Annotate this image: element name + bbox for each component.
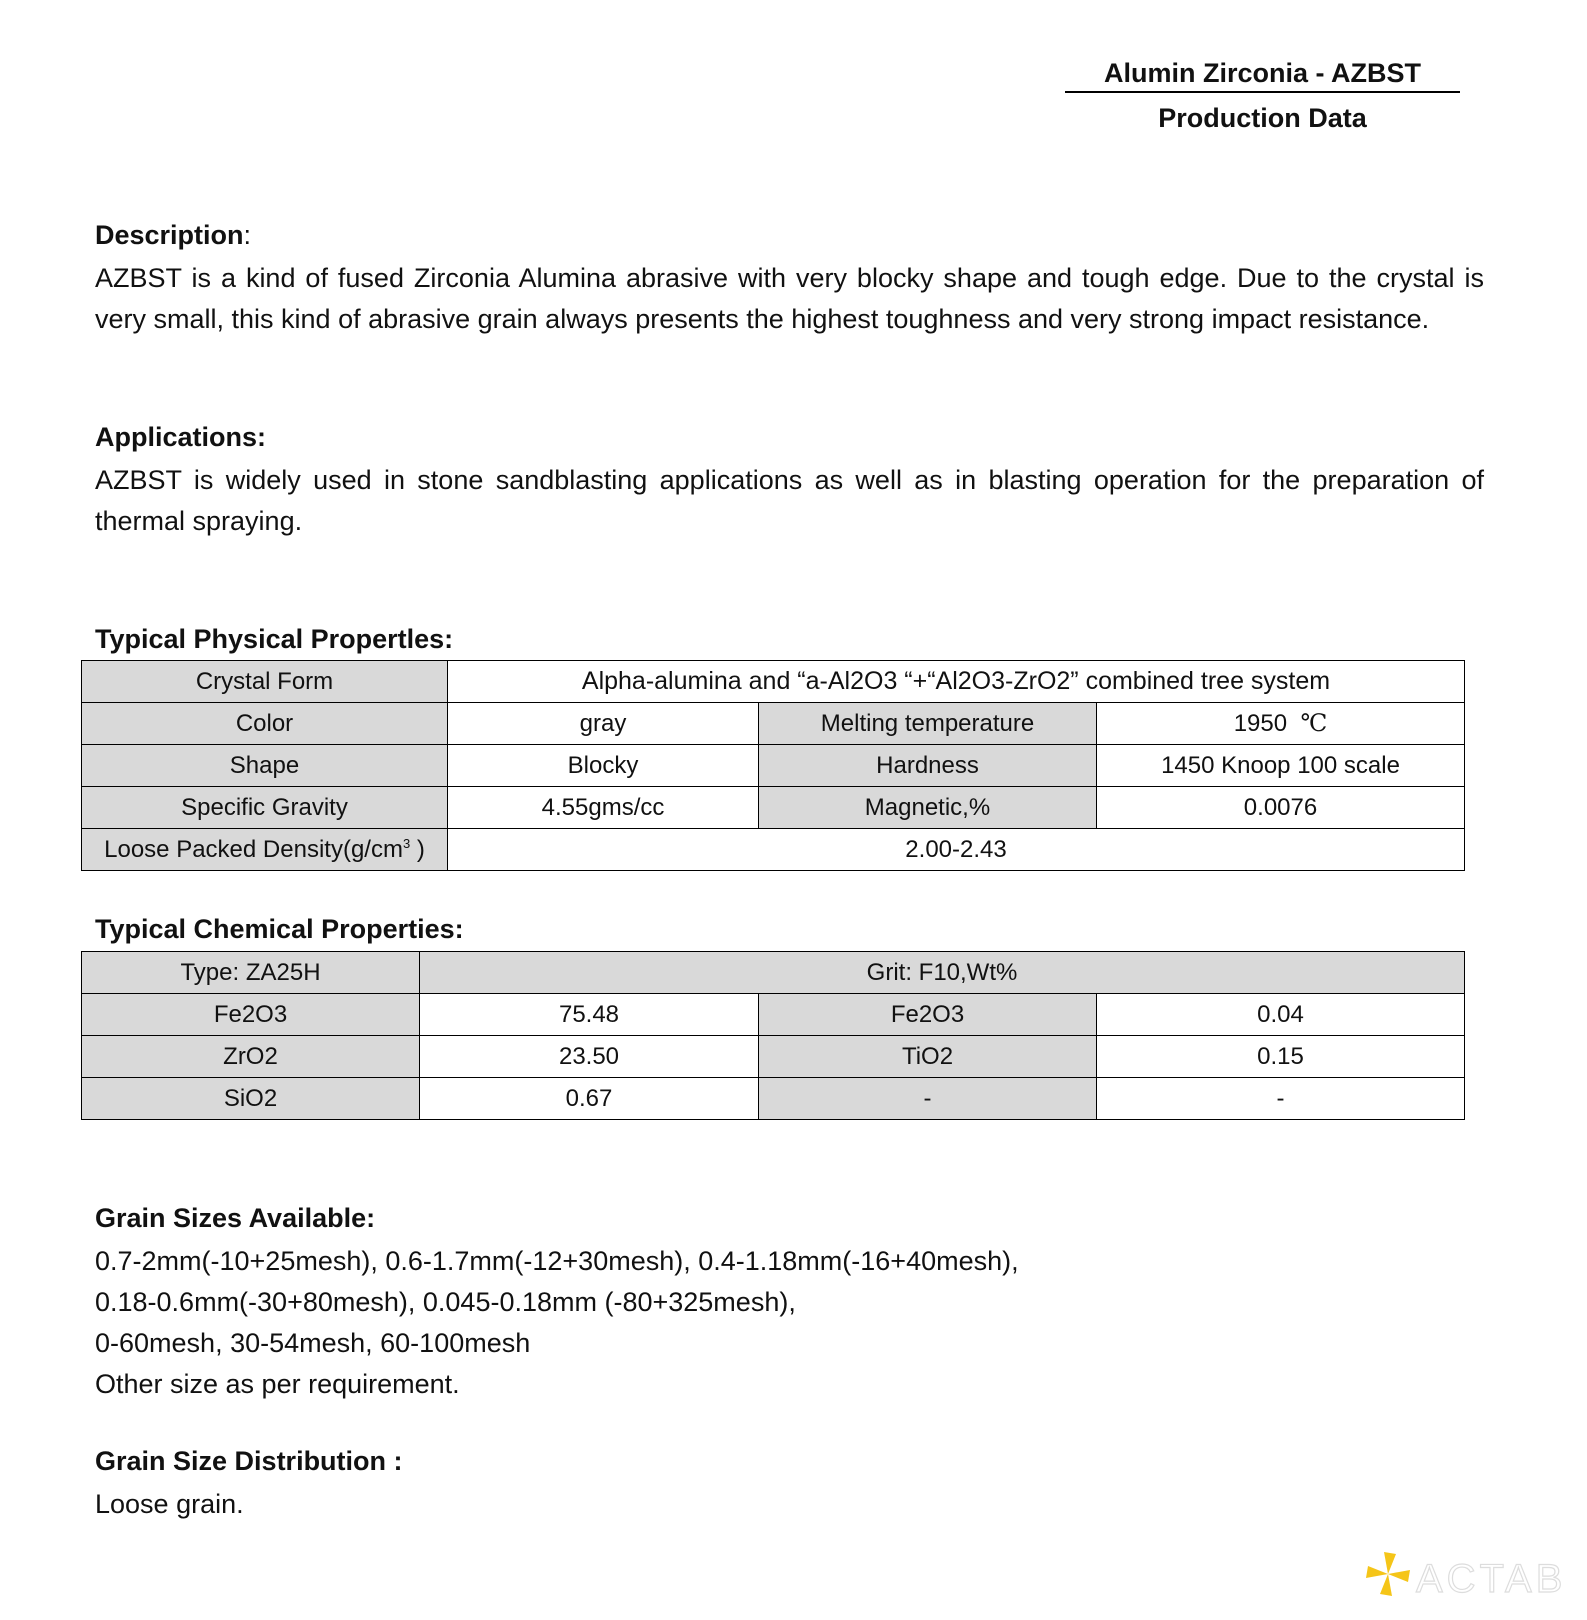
chem-value-2: - — [1097, 1078, 1465, 1120]
specific-gravity-label: Specific Gravity — [82, 787, 448, 829]
grit-label: Grit: F10,Wt% — [420, 952, 1465, 994]
hardness-label: Hardness — [759, 745, 1097, 787]
melting-temperature-value: 1950 — [1233, 710, 1288, 737]
density-label-text: Loose Packed Density(g/cm — [104, 835, 403, 863]
table-row — [82, 745, 1465, 787]
physical-properties-heading: Typical Physical Propertles: — [95, 624, 454, 654]
document-subtitle: Production Data — [1158, 103, 1367, 133]
grain-size-line: Other size as per requirement. — [95, 1369, 460, 1399]
document-header — [1065, 58, 1460, 134]
shape-value: Blocky — [448, 745, 759, 787]
document-title: Alumin Zirconia - AZBST — [1065, 58, 1460, 93]
melting-temperature-label: Melting temperature — [759, 703, 1097, 745]
table-row — [82, 952, 1465, 994]
chem-value-1: 0.67 — [420, 1078, 759, 1120]
crystal-form-label: Crystal Form — [82, 661, 448, 703]
chemical-properties-heading: Typical Chemical Properties: — [95, 914, 464, 944]
distribution-heading: Grain Size Distribution : — [95, 1446, 403, 1476]
grain-size-line: 0.7-2mm(-10+25mesh), 0.6-1.7mm(-12+30mesh), 0.4-1.18mm(-16+40mesh), — [95, 1246, 1019, 1276]
description-heading-colon: : — [243, 220, 252, 250]
grain-size-line: 0.18-0.6mm(-30+80mesh), 0.045-0.18mm (-80+325mesh), — [95, 1287, 796, 1317]
table-row — [82, 1036, 1465, 1078]
table-row — [82, 703, 1465, 745]
color-label: Color — [82, 703, 448, 745]
melting-temperature-cell — [1097, 703, 1465, 745]
description-text: AZBST is a kind of fused Zirconia Alumina abrasive with very blocky shape and tough edge. Due to the crystal is very small, this kind of abrasive grain always presents the highest toughness and very strong impact resistance. — [95, 263, 1484, 334]
physical-properties-table — [81, 660, 1465, 871]
table-row — [82, 994, 1465, 1036]
logo-pinwheel-icon — [1364, 1546, 1584, 1615]
logo-text: ACTAB — [1416, 1557, 1567, 1601]
grain-size-line: 0-60mesh, 30-54mesh, 60-100mesh — [95, 1328, 531, 1358]
shape-label: Shape — [82, 745, 448, 787]
type-label: Type: ZA25H — [82, 952, 420, 994]
crystal-form-value: Alpha-alumina and “a-Al2O3 “+“Al2O3-ZrO2” combined tree system — [448, 661, 1465, 703]
chem-compound-2: - — [759, 1078, 1097, 1120]
table-row — [82, 829, 1465, 871]
color-value: gray — [448, 703, 759, 745]
chem-compound-2: Fe2O3 — [759, 994, 1097, 1036]
density-label-close: ) — [410, 835, 425, 863]
celsius-unit: ℃ — [1300, 709, 1328, 737]
applications-heading: Applications: — [95, 422, 267, 452]
description-heading-text: Description — [95, 220, 244, 250]
description-heading — [95, 220, 251, 251]
grain-sizes-list — [95, 1241, 1484, 1405]
applications-text: AZBST is widely used in stone sandblasting applications as well as in blasting operation for the preparation of thermal spraying. — [95, 465, 1484, 536]
magnetic-label: Magnetic,% — [759, 787, 1097, 829]
specific-gravity-value: 4.55gms/cc — [448, 787, 759, 829]
chem-value-1: 75.48 — [420, 994, 759, 1036]
chem-compound-1: SiO2 — [82, 1078, 420, 1120]
chem-compound-1: Fe2O3 — [82, 994, 420, 1036]
table-row — [82, 1078, 1465, 1120]
chemical-properties-table — [81, 951, 1465, 1120]
company-logo — [1364, 1546, 1584, 1615]
density-value: 2.00-2.43 — [448, 829, 1465, 871]
density-label — [82, 829, 448, 871]
magnetic-value: 0.0076 — [1097, 787, 1465, 829]
distribution-text: Loose grain. — [95, 1489, 244, 1519]
hardness-value: 1450 Knoop 100 scale — [1097, 745, 1465, 787]
density-superscript: 3 — [402, 835, 411, 851]
table-row — [82, 661, 1465, 703]
chem-value-2: 0.15 — [1097, 1036, 1465, 1078]
chem-compound-1: ZrO2 — [82, 1036, 420, 1078]
chem-compound-2: TiO2 — [759, 1036, 1097, 1078]
chem-value-2: 0.04 — [1097, 994, 1465, 1036]
grain-sizes-heading: Grain Sizes Available: — [95, 1203, 376, 1233]
chem-value-1: 23.50 — [420, 1036, 759, 1078]
table-row — [82, 787, 1465, 829]
